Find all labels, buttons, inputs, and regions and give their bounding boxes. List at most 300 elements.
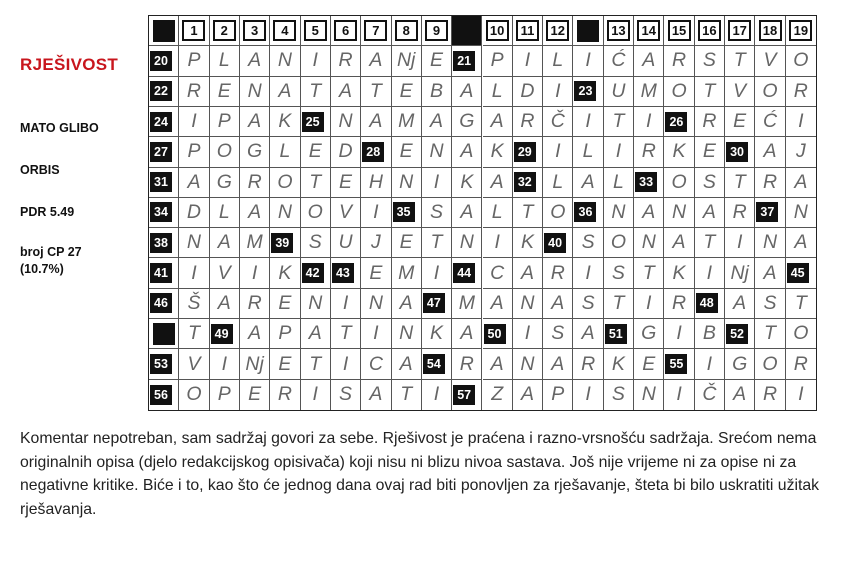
clue-number-cell	[149, 77, 179, 107]
letter-cell: E	[392, 228, 422, 258]
clue-number-cell	[573, 77, 603, 107]
letter-cell: K	[664, 258, 694, 288]
letter-cell: O	[664, 168, 694, 198]
letter-cell: R	[179, 77, 209, 107]
letter-cell: N	[331, 107, 361, 137]
column-number: 2	[213, 20, 236, 41]
letter-cell: A	[361, 107, 391, 137]
clue-number-cell	[604, 319, 634, 349]
letter-cell: E	[725, 107, 755, 137]
clue-number: 28	[362, 142, 384, 162]
column-number: 19	[789, 20, 812, 41]
clue-number: 56	[150, 385, 172, 405]
clue-number: 40	[544, 233, 566, 253]
cp-count: broj CP 27	[20, 245, 82, 259]
letter-cell: K	[483, 137, 513, 167]
letter-cell: Ć	[755, 107, 785, 137]
letter-cell: Nj	[240, 349, 270, 379]
clue-number-cell	[452, 258, 482, 288]
letter-cell: N	[513, 289, 543, 319]
clue-number: 20	[150, 51, 172, 71]
letter-cell: Nj	[392, 46, 422, 76]
letter-cell: G	[240, 137, 270, 167]
letter-cell: M	[634, 77, 664, 107]
letter-cell: L	[210, 198, 240, 228]
clue-number-cell	[695, 289, 725, 319]
clue-number-cell	[149, 289, 179, 319]
clue-number-cell	[634, 168, 664, 198]
letter-cell: M	[240, 228, 270, 258]
letter-cell: S	[422, 198, 452, 228]
letter-cell: A	[240, 198, 270, 228]
letter-cell: I	[422, 168, 452, 198]
letter-cell: N	[755, 228, 785, 258]
letter-cell: I	[604, 137, 634, 167]
letter-cell: K	[513, 228, 543, 258]
letter-cell: I	[725, 228, 755, 258]
black-square	[149, 319, 179, 349]
letter-cell: N	[392, 319, 422, 349]
letter-cell: B	[695, 319, 725, 349]
clue-number-cell	[210, 319, 240, 349]
column-number: 7	[364, 20, 387, 41]
letter-cell: L	[270, 137, 300, 167]
letter-cell: P	[270, 319, 300, 349]
clue-number-cell	[149, 46, 179, 76]
letter-cell: I	[331, 289, 361, 319]
letter-cell: R	[755, 168, 785, 198]
letter-cell: O	[604, 228, 634, 258]
letter-cell: I	[422, 380, 452, 410]
letter-cell: M	[392, 107, 422, 137]
clue-number-cell	[149, 198, 179, 228]
letter-cell: A	[240, 319, 270, 349]
letter-cell: C	[361, 349, 391, 379]
letter-cell: I	[543, 77, 573, 107]
letter-cell: I	[210, 349, 240, 379]
letter-cell: N	[452, 228, 482, 258]
letter-cell: A	[725, 289, 755, 319]
column-header	[392, 16, 422, 46]
letter-cell: A	[452, 319, 482, 349]
clue-number-cell	[149, 107, 179, 137]
letter-cell: I	[573, 107, 603, 137]
clue-number: 23	[574, 81, 596, 101]
letter-cell: Č	[543, 107, 573, 137]
letter-cell: O	[301, 198, 331, 228]
clue-number-cell	[483, 319, 513, 349]
letter-cell: S	[573, 228, 603, 258]
letter-cell: A	[210, 289, 240, 319]
letter-cell: A	[361, 46, 391, 76]
clue-number: 32	[514, 172, 536, 192]
letter-cell: T	[604, 289, 634, 319]
letter-cell: T	[361, 77, 391, 107]
letter-cell: R	[786, 349, 816, 379]
column-number: 5	[304, 20, 327, 41]
letter-cell: N	[179, 228, 209, 258]
letter-cell: R	[240, 168, 270, 198]
letter-cell: N	[422, 137, 452, 167]
letter-cell: D	[179, 198, 209, 228]
letter-cell: S	[604, 258, 634, 288]
column-header	[695, 16, 725, 46]
letter-cell: A	[452, 198, 482, 228]
letter-cell: I	[573, 46, 603, 76]
publication-name: ORBIS	[20, 163, 60, 177]
letter-cell: I	[798, 383, 804, 406]
letter-cell: I	[664, 380, 694, 410]
letter-cell: I	[513, 319, 543, 349]
letter-cell: O	[755, 77, 785, 107]
clue-number: 39	[271, 233, 293, 253]
clue-number: 26	[665, 112, 687, 132]
clue-number: 33	[635, 172, 657, 192]
letter-cell: A	[452, 77, 482, 107]
clue-number-cell	[452, 380, 482, 410]
column-header	[301, 16, 331, 46]
clue-number-cell	[270, 228, 300, 258]
column-header	[422, 16, 452, 46]
letter-cell: M	[392, 258, 422, 288]
letter-cell: K	[664, 137, 694, 167]
clue-number: 35	[393, 202, 415, 222]
letter-cell: O	[179, 380, 209, 410]
letter-cell: E	[361, 258, 391, 288]
column-number: 1	[182, 20, 205, 41]
letter-cell: T	[301, 77, 331, 107]
letter-cell: A	[240, 46, 270, 76]
letter-cell: V	[331, 198, 361, 228]
letter-cell: O	[786, 319, 816, 349]
letter-cell: G	[725, 349, 755, 379]
letter-cell: V	[755, 46, 785, 76]
letter-cell: V	[210, 258, 240, 288]
letter-cell: I	[573, 258, 603, 288]
column-header	[755, 16, 785, 46]
clue-number-cell	[149, 168, 179, 198]
clue-number: 27	[150, 142, 172, 162]
letter-cell: L	[210, 46, 240, 76]
column-number: 3	[243, 20, 266, 41]
letter-cell: B	[422, 77, 452, 107]
clue-number: 37	[756, 202, 778, 222]
letter-cell: N	[513, 349, 543, 379]
clue-number-cell	[725, 137, 755, 167]
letter-cell: A	[664, 228, 694, 258]
clue-number: 29	[514, 142, 536, 162]
letter-cell: I	[634, 289, 664, 319]
letter-cell: N	[664, 198, 694, 228]
letter-cell: A	[543, 349, 573, 379]
clue-number-cell	[664, 349, 694, 379]
clue-number-cell	[331, 258, 361, 288]
letter-cell: A	[422, 107, 452, 137]
letter-cell: L	[483, 198, 513, 228]
letter-cell: K	[452, 168, 482, 198]
letter-cell: A	[786, 228, 816, 258]
clue-number: 31	[150, 172, 172, 192]
letter-cell: O	[210, 137, 240, 167]
clue-number: 45	[787, 263, 809, 283]
letter-cell: A	[361, 380, 391, 410]
letter-cell: A	[270, 77, 300, 107]
letter-cell: P	[179, 137, 209, 167]
letter-cell: T	[422, 228, 452, 258]
letter-cell: R	[270, 380, 300, 410]
clue-number: 51	[605, 324, 627, 344]
letter-cell: I	[179, 258, 209, 288]
letter-cell: T	[695, 228, 725, 258]
clue-number-cell	[513, 137, 543, 167]
letter-cell: L	[543, 168, 573, 198]
clue-number: 25	[302, 112, 324, 132]
letter-cell: E	[240, 380, 270, 410]
letter-cell: K	[270, 107, 300, 137]
letter-cell: S	[543, 319, 573, 349]
letter-cell: A	[513, 380, 543, 410]
letter-cell: T	[725, 168, 755, 198]
letter-cell: U	[331, 228, 361, 258]
letter-cell: E	[210, 77, 240, 107]
letter-cell: I	[786, 107, 816, 137]
letter-cell: R	[573, 349, 603, 379]
column-header	[634, 16, 664, 46]
letter-cell: G	[452, 107, 482, 137]
letter-cell: R	[664, 289, 694, 319]
clue-number-cell	[755, 198, 785, 228]
letter-cell: T	[634, 258, 664, 288]
letter-cell: R	[240, 289, 270, 319]
letter-cell: I	[301, 46, 331, 76]
letter-cell: A	[452, 137, 482, 167]
pdr-value: PDR 5.49	[20, 205, 75, 219]
review-comment: Komentar nepotreban, sam sadržaj govori za sebe. Rješivost je praćena i razno-vrsnošću sadržaja. Srećom nema originalnih opisa (djelo redakcijskog opisivača) koji nisu ni blizu nivoa sastava. Još nije vrijeme ni za opise ni za negativne kritike. Biće i to, kao što će jednog dana ovaj rad biti ponovljen za rješavanje, šteta bi bilo uskratiti užitak rješavanja.	[20, 430, 820, 518]
column-number: 12	[546, 20, 569, 41]
clue-number: 38	[150, 233, 172, 253]
letter-cell: J	[786, 137, 816, 167]
column-header	[179, 16, 209, 46]
letter-cell: R	[513, 107, 543, 137]
letter-cell: A	[755, 258, 785, 288]
clue-number-cell	[392, 198, 422, 228]
letter-cell: T	[725, 46, 755, 76]
letter-cell: L	[604, 168, 634, 198]
letter-cell: I	[331, 349, 361, 379]
column-number: 18	[759, 20, 782, 41]
column-header	[361, 16, 391, 46]
letter-cell: A	[483, 168, 513, 198]
letter-cell: R	[695, 107, 725, 137]
letter-cell: N	[634, 228, 664, 258]
clue-number: 36	[574, 202, 596, 222]
column-number: 11	[516, 20, 539, 41]
letter-cell: P	[179, 46, 209, 76]
letter-cell: O	[543, 198, 573, 228]
clue-number-cell	[149, 228, 179, 258]
letter-cell: A	[634, 198, 664, 228]
clue-number: 46	[150, 293, 172, 313]
clue-number: 48	[696, 293, 718, 313]
letter-cell: E	[634, 349, 664, 379]
clue-number: 54	[423, 354, 445, 374]
letter-cell: N	[301, 289, 331, 319]
letter-cell: N	[270, 46, 300, 76]
letter-cell: T	[301, 349, 331, 379]
black-square-fill	[153, 20, 175, 42]
column-header	[240, 16, 270, 46]
clue-number-cell	[149, 349, 179, 379]
clue-number-cell	[786, 258, 816, 288]
letter-cell: I	[695, 258, 725, 288]
letter-cell: R	[634, 137, 664, 167]
letter-cell: R	[725, 198, 755, 228]
letter-cell: K	[270, 258, 300, 288]
letter-cell: A	[392, 289, 422, 319]
letter-cell: Č	[695, 380, 725, 410]
puzzle-type-title: RJEŠIVOST	[20, 55, 119, 74]
clue-number: 42	[302, 263, 324, 283]
letter-cell: R	[786, 77, 816, 107]
letter-cell: Nj	[725, 258, 755, 288]
letter-cell: I	[634, 107, 664, 137]
letter-cell: Z	[483, 380, 513, 410]
letter-cell: A	[483, 107, 513, 137]
letter-cell: E	[695, 137, 725, 167]
letter-cell: A	[331, 77, 361, 107]
letter-cell: L	[543, 46, 573, 76]
letter-cell: S	[695, 46, 725, 76]
clue-number-cell	[573, 198, 603, 228]
clue-number: 53	[150, 354, 172, 374]
letter-cell: G	[634, 319, 664, 349]
letter-cell: A	[695, 198, 725, 228]
column-header	[543, 16, 573, 46]
letter-cell: K	[422, 319, 452, 349]
cp-percent: (10.7%)	[20, 262, 64, 276]
letter-cell: O	[786, 46, 816, 76]
letter-cell: S	[301, 228, 331, 258]
letter-cell: L	[573, 137, 603, 167]
letter-cell: T	[301, 168, 331, 198]
author-name: MATO GLIBO	[20, 121, 99, 135]
letter-cell: A	[513, 258, 543, 288]
letter-cell: A	[483, 289, 513, 319]
column-header	[483, 16, 513, 46]
letter-cell: O	[664, 77, 694, 107]
letter-cell: T	[513, 198, 543, 228]
column-number: 10	[486, 20, 509, 41]
column-number: 9	[425, 20, 448, 41]
letter-cell: A	[725, 380, 755, 410]
clue-number-cell	[725, 319, 755, 349]
clue-number-cell	[422, 349, 452, 379]
letter-cell: R	[664, 46, 694, 76]
letter-cell: Š	[179, 289, 209, 319]
letter-cell: E	[392, 77, 422, 107]
letter-cell: E	[270, 289, 300, 319]
letter-cell: A	[755, 137, 785, 167]
letter-cell: A	[240, 107, 270, 137]
clue-number: 34	[150, 202, 172, 222]
clue-number-cell	[361, 137, 391, 167]
letter-cell: O	[755, 349, 785, 379]
letter-cell: E	[270, 349, 300, 379]
letter-cell: S	[604, 380, 634, 410]
column-number: 8	[395, 20, 418, 41]
letter-cell: A	[483, 349, 513, 379]
letter-cell: T	[179, 319, 209, 349]
clue-number: 41	[150, 263, 172, 283]
column-number: 4	[273, 20, 296, 41]
letter-cell: I	[422, 258, 452, 288]
letter-cell: S	[695, 168, 725, 198]
column-header	[604, 16, 634, 46]
clue-number-cell	[664, 107, 694, 137]
letter-cell: K	[604, 349, 634, 379]
letter-cell: A	[573, 319, 603, 349]
letter-cell: O	[270, 168, 300, 198]
letter-cell: N	[392, 168, 422, 198]
letter-cell: T	[695, 77, 725, 107]
letter-cell: I	[664, 319, 694, 349]
column-number: 6	[334, 20, 357, 41]
letter-cell: R	[543, 258, 573, 288]
letter-cell: R	[755, 380, 785, 410]
clue-number: 55	[665, 354, 687, 374]
letter-cell: T	[392, 380, 422, 410]
clue-number: 22	[150, 81, 172, 101]
letter-cell: S	[573, 289, 603, 319]
letter-cell: A	[301, 319, 331, 349]
letter-cell: G	[210, 168, 240, 198]
black-square-fill	[577, 20, 599, 42]
clue-number: 24	[150, 112, 172, 132]
clue-number: 52	[726, 324, 748, 344]
letter-cell: I	[361, 319, 391, 349]
letter-cell: I	[301, 380, 331, 410]
letter-cell: I	[240, 258, 270, 288]
column-header	[210, 16, 240, 46]
letter-cell: I	[513, 46, 543, 76]
letter-cell: P	[543, 380, 573, 410]
letter-cell: A	[573, 168, 603, 198]
black-square-fill	[153, 323, 175, 345]
column-number: 14	[637, 20, 660, 41]
column-header	[270, 16, 300, 46]
clue-number: 49	[211, 324, 233, 344]
letter-cell: J	[361, 228, 391, 258]
column-header	[664, 16, 694, 46]
letter-cell: I	[695, 349, 725, 379]
letter-cell: S	[755, 289, 785, 319]
letter-cell: R	[452, 349, 482, 379]
letter-cell: D	[513, 77, 543, 107]
column-number: 17	[728, 20, 751, 41]
letter-cell: P	[210, 380, 240, 410]
clue-number: 21	[453, 51, 475, 71]
letter-cell: T	[786, 289, 816, 319]
letter-cell: V	[725, 77, 755, 107]
letter-cell: I	[179, 107, 209, 137]
letter-cell: H	[361, 168, 391, 198]
letter-cell: I	[573, 380, 603, 410]
clue-number-cell	[301, 107, 331, 137]
letter-cell: N	[786, 198, 816, 228]
clue-number: 47	[423, 293, 445, 313]
black-square	[573, 16, 603, 46]
column-header	[513, 16, 543, 46]
